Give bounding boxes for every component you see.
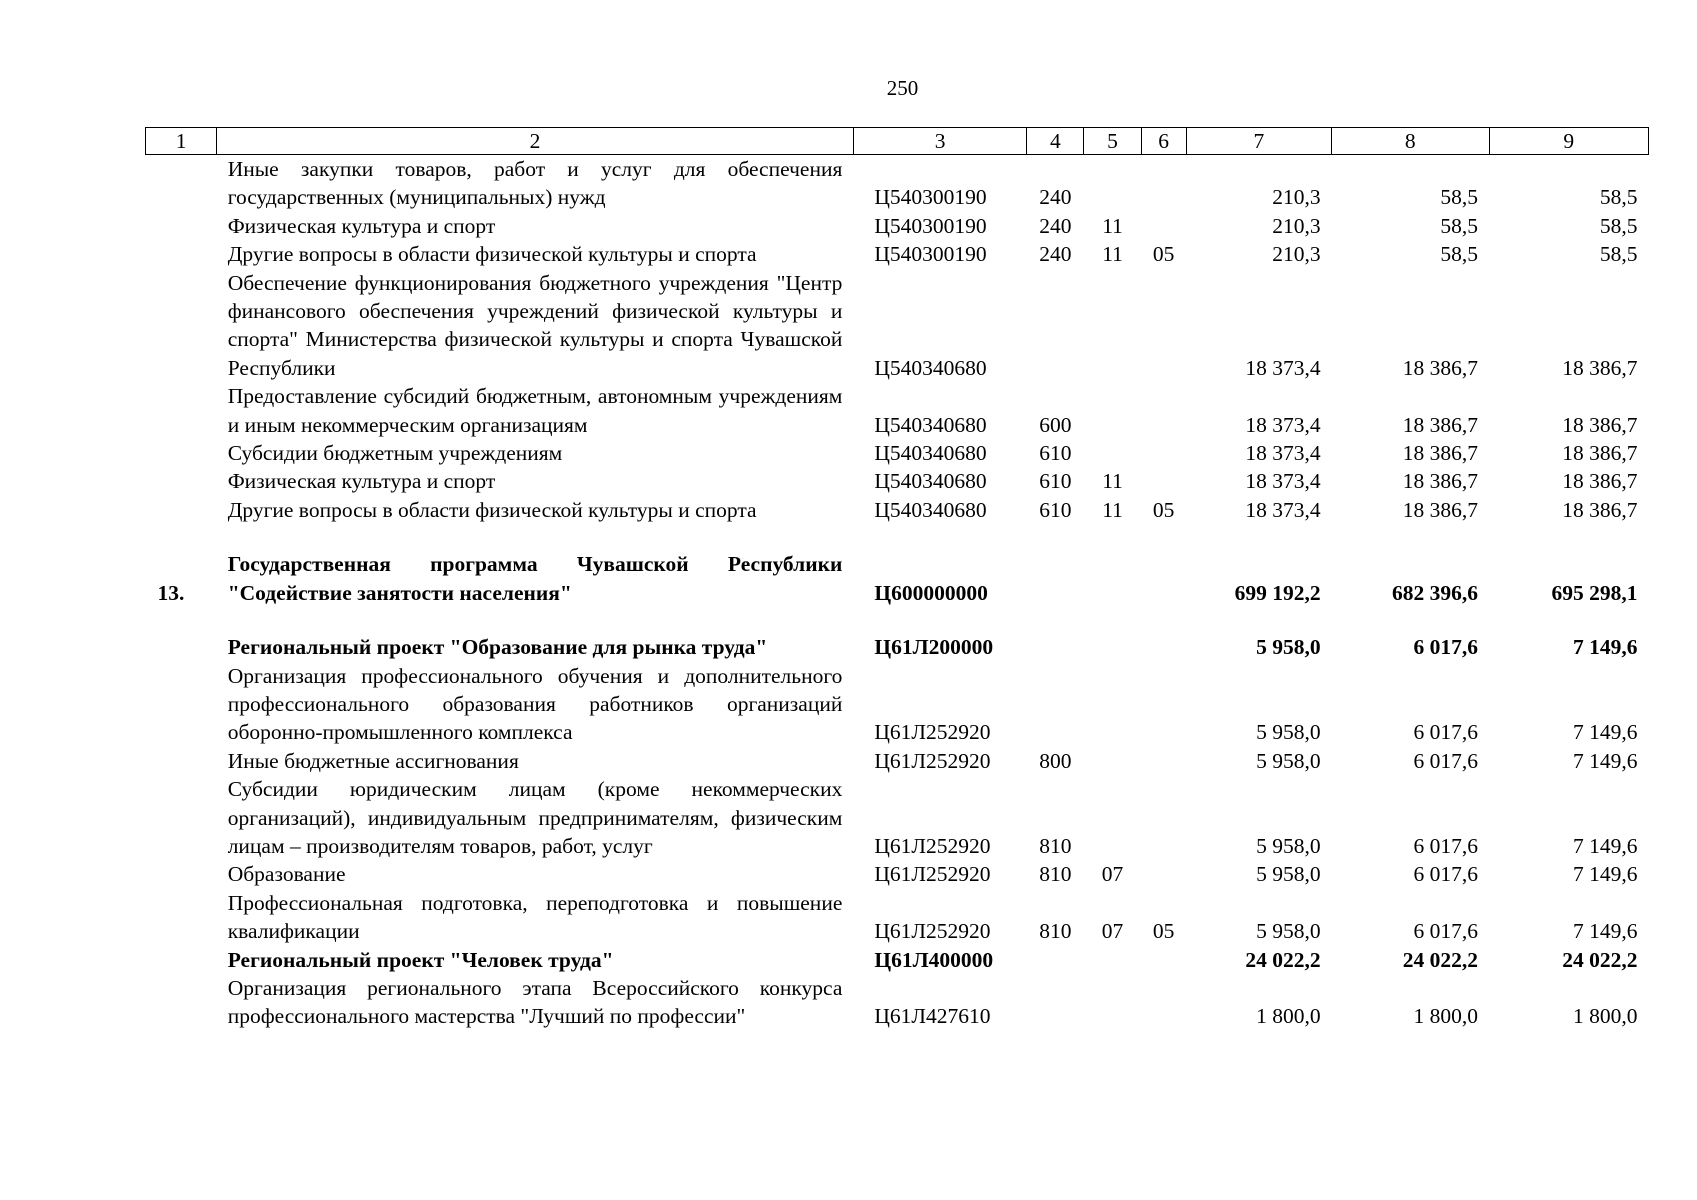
row-value-7: 5 958,0 (1256, 919, 1321, 944)
row-col5 (1084, 775, 1141, 860)
table-header-row (146, 128, 1649, 155)
row-value-9: 7 149,6 (1573, 833, 1638, 858)
row-value-8: 682 396,6 (1392, 580, 1478, 605)
row-col6: 05 (1152, 242, 1175, 267)
table-row (146, 946, 1649, 974)
row-value-7: 699 192,2 (1234, 580, 1321, 605)
row-col6 (1141, 946, 1186, 974)
row-col6 (1141, 382, 1186, 439)
table-row (146, 155, 1649, 212)
row-name-text: Обеспечение функционирования бюджетного учреждения "Центр финансового обеспечения учреждений физической культуры и спорта" Министерства физической культуры и спорта Чувашской Республики (227, 270, 843, 380)
row-col4 (1027, 550, 1084, 607)
row-col5: 11 (1102, 497, 1123, 522)
row-value-7: 210,3 (1272, 242, 1321, 267)
row-value-8: 18 386,7 (1402, 412, 1478, 437)
row-col4: 240 (1039, 213, 1072, 238)
row-value-7: 210,3 (1272, 213, 1321, 238)
row-col6 (1141, 550, 1186, 607)
row-value-9: 7 149,6 (1573, 720, 1638, 745)
row-col4: 610 (1039, 497, 1072, 522)
row-value-7: 1 800,0 (1256, 1004, 1321, 1029)
row-col4: 240 (1039, 242, 1072, 267)
row-col6 (1141, 662, 1186, 747)
row-col6: 05 (1152, 497, 1175, 522)
row-col5: 07 (1101, 862, 1124, 887)
row-col6 (1141, 269, 1186, 383)
row-col6: 05 (1152, 919, 1175, 944)
row-name (217, 240, 854, 268)
table-row (146, 747, 1649, 775)
row-name (217, 467, 854, 495)
column-header: 8 (1332, 128, 1489, 155)
row-col4 (1027, 269, 1084, 383)
row-code: Ц61Л427610 (874, 1004, 991, 1029)
row-number (146, 775, 217, 860)
row-name (217, 633, 854, 661)
row-col4: 610 (1039, 469, 1072, 494)
row-col5 (1084, 550, 1141, 607)
row-name (217, 662, 854, 747)
row-value-8: 58,5 (1440, 213, 1478, 238)
row-name-text: Организация регионального этапа Всероссийского конкурса профессионального мастерства "Лучший по профессии" (227, 975, 843, 1029)
column-header: 7 (1186, 128, 1331, 155)
row-number (146, 467, 217, 495)
row-value-9: 58,5 (1599, 242, 1638, 267)
row-value-8: 18 386,7 (1402, 355, 1478, 380)
row-code: Ц61Л252920 (874, 748, 991, 773)
row-name (217, 382, 854, 439)
row-code: Ц61Л252920 (874, 833, 991, 858)
row-col5: 11 (1102, 242, 1123, 267)
row-value-8: 6 017,6 (1413, 919, 1478, 944)
row-col4 (1027, 662, 1084, 747)
row-name (217, 496, 854, 524)
row-col5: 11 (1102, 469, 1123, 494)
row-col6 (1141, 439, 1186, 467)
spacer-cell (146, 607, 1649, 633)
column-header: 6 (1141, 128, 1186, 155)
row-col5 (1084, 439, 1141, 467)
table-row (146, 633, 1649, 661)
column-header: 1 (146, 128, 217, 155)
row-value-9: 18 386,7 (1562, 441, 1638, 466)
row-value-7: 5 958,0 (1256, 720, 1321, 745)
row-value-9: 18 386,7 (1562, 412, 1638, 437)
row-name-text: Иные бюджетные ассигнования (227, 748, 519, 773)
row-col6 (1141, 974, 1186, 1031)
row-value-9: 24 022,2 (1562, 947, 1638, 972)
row-number (146, 269, 217, 383)
row-col5 (1084, 747, 1141, 775)
row-col4: 600 (1039, 412, 1072, 437)
row-name-text: Другие вопросы в области физической культуры и спорта (227, 497, 757, 522)
table-row (146, 269, 1649, 383)
row-value-9: 58,5 (1599, 213, 1638, 238)
table-row (146, 439, 1649, 467)
row-value-9: 18 386,7 (1562, 497, 1638, 522)
row-col5: 11 (1102, 213, 1123, 238)
row-name-text: Региональный проект "Образование для рынка труда" (227, 635, 768, 660)
row-number (146, 212, 217, 240)
row-code: Ц600000000 (874, 580, 988, 605)
row-code: Ц540300190 (874, 185, 987, 210)
row-name-text: Физическая культура и спорт (227, 213, 496, 238)
row-col5: 07 (1101, 919, 1124, 944)
table-row (146, 240, 1649, 268)
column-header: 5 (1084, 128, 1141, 155)
row-col5 (1084, 662, 1141, 747)
row-value-9: 7 149,6 (1573, 862, 1638, 887)
row-name (217, 747, 854, 775)
row-col5 (1084, 974, 1141, 1031)
row-number (146, 889, 217, 946)
row-value-7: 18 373,4 (1245, 469, 1321, 494)
row-col5 (1084, 155, 1141, 212)
row-col4 (1027, 633, 1084, 661)
column-header: 9 (1489, 128, 1649, 155)
column-header: 4 (1027, 128, 1084, 155)
table-row (146, 382, 1649, 439)
row-value-9: 7 149,6 (1573, 635, 1638, 660)
row-col4: 810 (1039, 833, 1072, 858)
row-value-7: 18 373,4 (1245, 355, 1321, 380)
column-header: 2 (217, 128, 854, 155)
spacer-row (146, 524, 1649, 550)
row-name (217, 974, 854, 1031)
row-code: Ц61Л252920 (874, 862, 991, 887)
row-number (146, 496, 217, 524)
row-col5 (1084, 382, 1141, 439)
row-col5 (1084, 269, 1141, 383)
row-name-text: Профессиональная подготовка, переподготовка и повышение квалификации (227, 890, 843, 944)
row-code: Ц540340680 (874, 355, 987, 380)
row-value-7: 24 022,2 (1245, 947, 1321, 972)
row-value-8: 6 017,6 (1413, 635, 1478, 660)
row-value-7: 18 373,4 (1245, 441, 1321, 466)
row-number (146, 860, 217, 888)
row-code: Ц540300190 (874, 213, 987, 238)
row-value-8: 18 386,7 (1402, 469, 1478, 494)
row-name-text: Организация профессионального обучения и дополнительного профессионального образования работников организаций оборонно-промышленного комплекса (227, 663, 843, 745)
row-col6 (1141, 155, 1186, 212)
row-value-7: 18 373,4 (1245, 497, 1321, 522)
row-code: Ц61Л252920 (874, 720, 991, 745)
row-number (146, 747, 217, 775)
row-name-text: Образование (227, 862, 346, 887)
row-value-7: 210,3 (1272, 185, 1321, 210)
row-col4 (1027, 946, 1084, 974)
table-row (146, 889, 1649, 946)
row-name (217, 439, 854, 467)
row-col6 (1141, 860, 1186, 888)
row-name (217, 550, 854, 607)
row-number: 13. (157, 580, 185, 605)
row-value-8: 58,5 (1440, 185, 1478, 210)
row-value-8: 6 017,6 (1413, 720, 1478, 745)
table-row (146, 467, 1649, 495)
row-name-text: Физическая культура и спорт (227, 469, 496, 494)
row-name-text: Государственная программа Чувашской Республики "Содействие занятости населения" (227, 552, 843, 605)
row-name (217, 212, 854, 240)
row-col5 (1084, 633, 1141, 661)
row-name (217, 155, 854, 212)
table-row (146, 550, 1649, 607)
row-name (217, 269, 854, 383)
row-value-8: 6 017,6 (1413, 833, 1478, 858)
row-col4: 240 (1039, 185, 1072, 210)
row-number (146, 240, 217, 268)
row-value-8: 6 017,6 (1413, 748, 1478, 773)
row-name-text: Субсидии бюджетным учреждениям (227, 441, 563, 466)
row-col4: 610 (1039, 441, 1072, 466)
row-col6 (1141, 467, 1186, 495)
table-row (146, 974, 1649, 1031)
row-number (146, 155, 217, 212)
row-value-8: 18 386,7 (1402, 441, 1478, 466)
row-value-9: 1 800,0 (1573, 1004, 1638, 1029)
row-value-8: 6 017,6 (1413, 862, 1478, 887)
row-value-8: 1 800,0 (1413, 1004, 1478, 1029)
row-name-text: Иные закупки товаров, работ и услуг для обеспечения государственных (муниципальных) нужд (227, 157, 843, 210)
row-code: Ц61Л252920 (874, 919, 991, 944)
row-name (217, 946, 854, 974)
row-code: Ц61Л400000 (874, 947, 994, 972)
row-col6 (1141, 775, 1186, 860)
row-col6 (1141, 747, 1186, 775)
row-value-9: 58,5 (1599, 185, 1638, 210)
row-number (146, 439, 217, 467)
row-name (217, 889, 854, 946)
row-code: Ц540340680 (874, 441, 987, 466)
row-value-7: 5 958,0 (1256, 635, 1321, 660)
row-col6 (1141, 633, 1186, 661)
row-value-9: 18 386,7 (1562, 355, 1638, 380)
row-col4 (1027, 974, 1084, 1031)
row-code: Ц540340680 (874, 469, 987, 494)
row-col4: 800 (1039, 748, 1072, 773)
row-col6 (1141, 212, 1186, 240)
row-number (146, 633, 217, 661)
row-col5 (1084, 946, 1141, 974)
table-row (146, 860, 1649, 888)
row-value-9: 7 149,6 (1573, 748, 1638, 773)
row-value-7: 5 958,0 (1256, 748, 1321, 773)
table-row (146, 496, 1649, 524)
row-code: Ц540340680 (874, 497, 987, 522)
row-number (146, 974, 217, 1031)
page-number: 250 (886, 76, 919, 100)
row-value-7: 18 373,4 (1245, 412, 1321, 437)
row-col4: 810 (1039, 919, 1072, 944)
row-value-9: 7 149,6 (1573, 919, 1638, 944)
row-name-text: Другие вопросы в области физической культуры и спорта (227, 242, 757, 267)
row-name-text: Субсидии юридическим лицам (кроме некоммерческих организаций), индивидуальным предпринимателям, физическим лицам – производителям товаров, работ, услуг (227, 777, 843, 858)
row-code: Ц540340680 (874, 412, 987, 437)
row-value-9: 18 386,7 (1562, 469, 1638, 494)
row-code: Ц61Л200000 (874, 635, 994, 660)
table-row (146, 662, 1649, 747)
row-value-8: 58,5 (1440, 242, 1478, 267)
budget-table (145, 127, 1649, 1031)
row-name-text: Региональный проект "Человек труда" (227, 947, 614, 972)
row-number (146, 662, 217, 747)
row-name (217, 860, 854, 888)
table-body (146, 155, 1649, 1031)
row-value-7: 5 958,0 (1256, 833, 1321, 858)
row-name-text: Предоставление субсидий бюджетным, автономным учреждениям и иным некоммерческим организациям (227, 384, 843, 437)
row-value-8: 24 022,2 (1402, 947, 1478, 972)
table-row (146, 775, 1649, 860)
row-col4: 810 (1039, 862, 1072, 887)
row-value-8: 18 386,7 (1402, 497, 1478, 522)
row-code: Ц540300190 (874, 242, 987, 267)
row-value-7: 5 958,0 (1256, 862, 1321, 887)
row-number (146, 382, 217, 439)
spacer-row (146, 607, 1649, 633)
row-name (217, 775, 854, 860)
row-number (146, 946, 217, 974)
column-header: 3 (853, 128, 1026, 155)
spacer-cell (146, 524, 1649, 550)
table-row (146, 212, 1649, 240)
row-value-9: 695 298,1 (1551, 580, 1638, 605)
